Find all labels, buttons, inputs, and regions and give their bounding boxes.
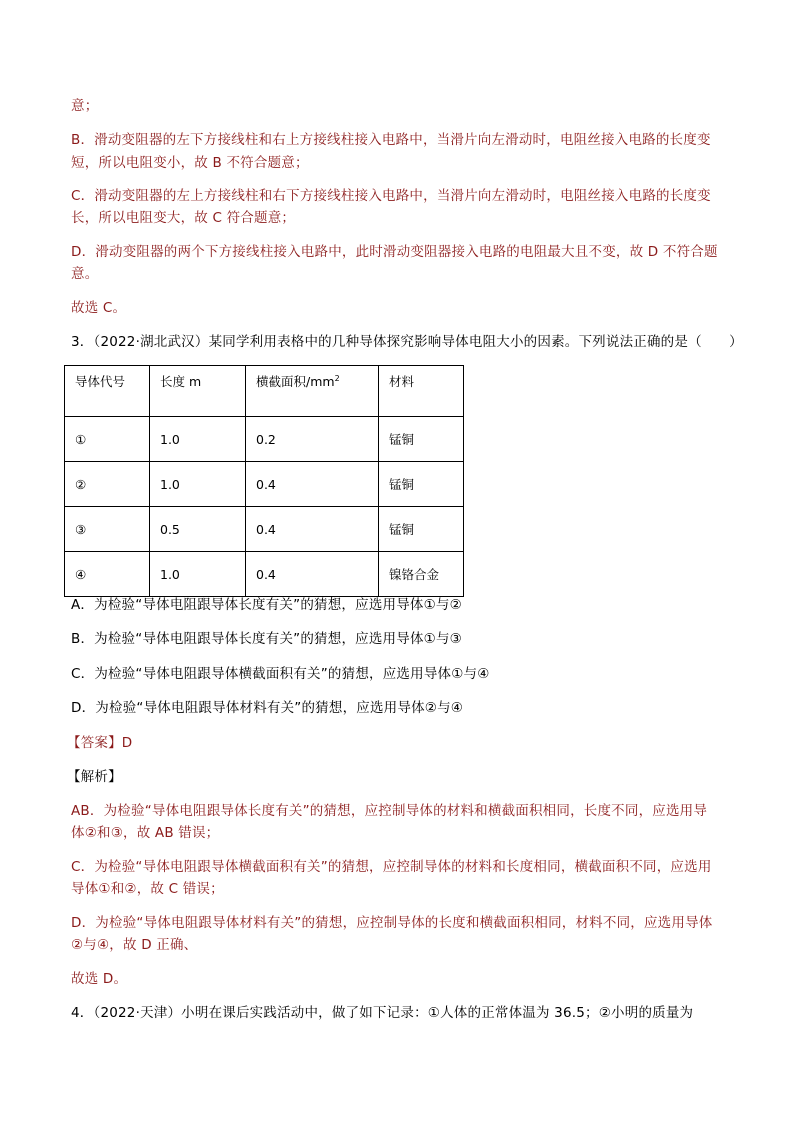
table-cell: 1.0 bbox=[150, 417, 246, 462]
text-line: 长，所以电阻变大，故 C 符合题意； bbox=[71, 210, 296, 226]
cross-section-label: 横截面积/mm bbox=[256, 374, 335, 389]
text-line: AB．为检验“导体电阻跟导体长度有关”的猜想，应控制导体的材料和横截面积相同，长度不同，应选用导 bbox=[71, 803, 708, 819]
option-b: B．为检验“导体电阻跟导体长度有关”的猜想，应选用导体①与③ bbox=[71, 631, 462, 647]
text-line: C．为检验“导体电阻跟导体横截面积有关”的猜想，应控制导体的材料和长度相同，横截面积不同，应选用 bbox=[71, 859, 712, 875]
table-cell: 锰铜 bbox=[379, 462, 464, 507]
table-cell: 锰铜 bbox=[379, 417, 464, 462]
text-line: ②与④，故 D 正确、 bbox=[71, 937, 198, 953]
option-c: C．为检验“导体电阻跟导体横截面积有关”的猜想，应选用导体①与④ bbox=[71, 666, 490, 682]
text-line: D．为检验“导体电阻跟导体材料有关”的猜想，应控制导体的长度和横截面积相同，材料不同，应选用导体 bbox=[71, 915, 713, 931]
option-a: A．为检验“导体电阻跟导体长度有关”的猜想，应选用导体①与② bbox=[71, 597, 462, 613]
question-3-stem: 3．（2022·湖北武汉）某同学利用表格中的几种导体探究影响导体电阻大小的因素。下列说法正确的是（ ） bbox=[71, 334, 743, 350]
table-cell: 1.0 bbox=[150, 552, 246, 597]
table-header-cell: 材料 bbox=[379, 366, 464, 417]
table-header-cell: 导体代号 bbox=[65, 366, 150, 417]
table-row bbox=[65, 462, 464, 507]
table-cell: 0.5 bbox=[150, 507, 246, 552]
table-header-cell bbox=[246, 366, 379, 417]
text-line: D．滑动变阻器的两个下方接线柱接入电路中，此时滑动变阻器接入电路的电阻最大且不变，故 D 不符合题 bbox=[71, 244, 718, 260]
table-cell: 锰铜 bbox=[379, 507, 464, 552]
table-cell: 0.4 bbox=[246, 507, 379, 552]
question-4-stem: 4．（2022·天津）小明在课后实践活动中，做了如下记录：①人体的正常体温为 36.5；②小明的质量为 bbox=[71, 1005, 694, 1021]
table-cell: ① bbox=[65, 417, 150, 462]
text-line: 短，所以电阻变小，故 B 不符合题意； bbox=[71, 155, 309, 171]
option-d: D．为检验“导体电阻跟导体材料有关”的猜想，应选用导体②与④ bbox=[71, 700, 464, 716]
table-header-cell: 长度 m bbox=[150, 366, 246, 417]
table-row bbox=[65, 417, 464, 462]
table-row bbox=[65, 552, 464, 597]
text-line: 故选 D。 bbox=[71, 971, 128, 987]
table-cell: 0.4 bbox=[246, 552, 379, 597]
text-line: 故选 C。 bbox=[71, 300, 127, 316]
text-line: C．滑动变阻器的左上方接线柱和右下方接线柱接入电路中，当滑片向左滑动时，电阻丝接入电路的长度变 bbox=[71, 188, 711, 204]
table-cell: 1.0 bbox=[150, 462, 246, 507]
table-cell: 0.2 bbox=[246, 417, 379, 462]
text-line: B．滑动变阻器的左下方接线柱和右上方接线柱接入电路中，当滑片向左滑动时，电阻丝接入电路的长度变 bbox=[71, 132, 711, 148]
conductor-table bbox=[64, 365, 464, 597]
table-row bbox=[65, 507, 464, 552]
table-cell: ③ bbox=[65, 507, 150, 552]
analysis-label: 【解析】 bbox=[67, 769, 122, 785]
unit-superscript: 2 bbox=[334, 373, 340, 383]
answer-label: 【答案】D bbox=[67, 735, 133, 751]
text-line: 导体①和②，故 C 错误； bbox=[71, 881, 224, 897]
text-line: 体②和③，故 AB 错误； bbox=[71, 825, 220, 841]
text-line: 意。 bbox=[71, 266, 99, 282]
table-header-row bbox=[65, 366, 464, 417]
text-line: 意； bbox=[71, 98, 99, 114]
table-cell: 镍铬合金 bbox=[379, 552, 464, 597]
table-cell: ② bbox=[65, 462, 150, 507]
table-cell: ④ bbox=[65, 552, 150, 597]
table-cell: 0.4 bbox=[246, 462, 379, 507]
